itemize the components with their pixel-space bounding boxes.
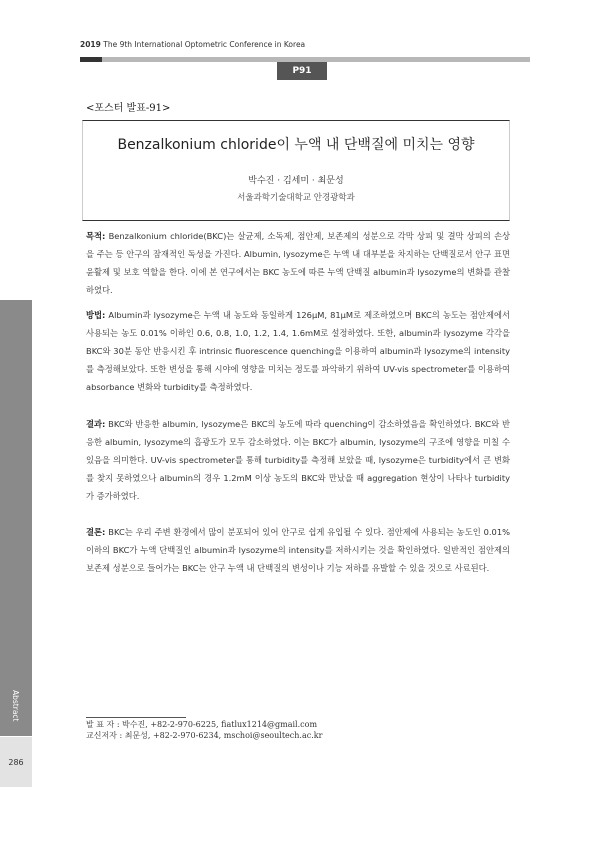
affiliation: 서울과학기술대학교 안경광학과: [237, 193, 355, 203]
page-number: 286: [0, 737, 32, 787]
section-conclusion-label: 결론:: [86, 527, 106, 537]
side-tab: [0, 300, 32, 736]
corresponding-contact: 교신저자 : 최문성, +82-2-970-6234, mschoi@seoultech.ac.kr: [86, 731, 323, 740]
section-purpose: [86, 227, 510, 299]
section-methods: [86, 306, 510, 396]
conference-name: The 9th International Optometric Conference in Korea: [103, 40, 306, 49]
section-results-text: BKC와 반응한 albumin, lysozyme은 BKC의 농도에 따라 quenching이 감소하였음을 확인하였다. BKC와 반응한 albumin, lysozyme의 흡광도가 모두 감소하였다. 이는 BKC가 albumin, lysozyme의 구조에 영향을 미칠 수 있음을 의미한다. UV-vis spectrometer를 통해 turbidity를 측정해 보았을 때, lysozyme은 turbidity에서 큰 변화를 찾지 못하였으나 albumin의 경우 1.2mM 이상 농도의 BKC와 만났을 때 aggregation 현상이 나타나 turbidity가 증가하였다.: [86, 419, 510, 501]
section-methods-text: Albumin과 lysozyme은 누액 내 농도와 동일하게 126μM, 81μM로 제조하였으며 BKC의 농도는 점안제에서 사용되는 농도 0.01% 이하인 0.6, 0.8, 1.0, 1.2, 1.4, 1.6mM로 설정하였다. 또한, albumin과 lysozyme 각각을 BKC와 30분 동안 반응시킨 후 intrinsic fluorescence quenching을 이용하여 albumin과 lysozyme의 intensity를 측정해보았다. 또한 변성을 통해 시야에 영향을 미치는 정도를 파악하기 위하여 UV-vis spectrometer를 이용하여 absorbance 변화와 turbidity를 측정하였다.: [86, 310, 510, 392]
author-list: 박수진 · 김세미 · 최문성: [248, 176, 344, 186]
section-methods-label: 방법:: [86, 310, 106, 320]
paper-title: Benzalkonium chloride이 누액 내 단백질에 미치는 영향: [117, 137, 475, 153]
conference-year: 2019: [80, 40, 101, 49]
section-purpose-text: Benzalkonium chloride(BKC)는 살균제, 소독제, 점안제, 보존제의 성분으로 각막 상피 및 결막 상피의 손상을 주는 등 안구의 잠재적인 독성을 가진다. Albumin, lysozyme은 누액 내 대부분을 차지하는 단백질로서 안구 표면 윤활제 및 보호 역할을 한다. 이에 본 연구에서는 BKC 농도에 따른 누액 단백질 albumin과 lysozyme의 변화를 관찰하였다.: [86, 231, 510, 295]
section-purpose-label: 목적:: [86, 231, 106, 241]
conference-header: [80, 40, 305, 49]
poster-id-badge: P91: [277, 62, 327, 80]
section-conclusion: [86, 523, 510, 577]
footer-divider: [86, 717, 186, 718]
section-results: [86, 415, 510, 505]
title-box: [82, 120, 510, 221]
presenter-contact: 발 표 자 : 박수진, +82-2-970-6225, fiatlux1214@gmail.com: [86, 720, 318, 729]
section-conclusion-text: BKC는 우리 주변 환경에서 많이 분포되어 있어 안구로 쉽게 유입될 수 있다. 점안제에 사용되는 농도인 0.01%이하의 BKC가 누액 단백질인 albumin과 lysozyme의 intensity를 저하시키는 것을 확인하였다. 일반적인 점안제의 보존제 성분으로 들어가는 BKC는 안구 누액 내 단백질의 변성이나 기능 저하를 유발할 수 있을 것으로 사료된다.: [86, 527, 510, 573]
poster-tag: <포스터 발표-91>: [86, 103, 171, 114]
side-section-label: Abstract: [11, 690, 20, 722]
contact-footer: [86, 719, 322, 741]
header-rule-accent: [80, 57, 102, 62]
section-results-label: 결과:: [86, 419, 106, 429]
